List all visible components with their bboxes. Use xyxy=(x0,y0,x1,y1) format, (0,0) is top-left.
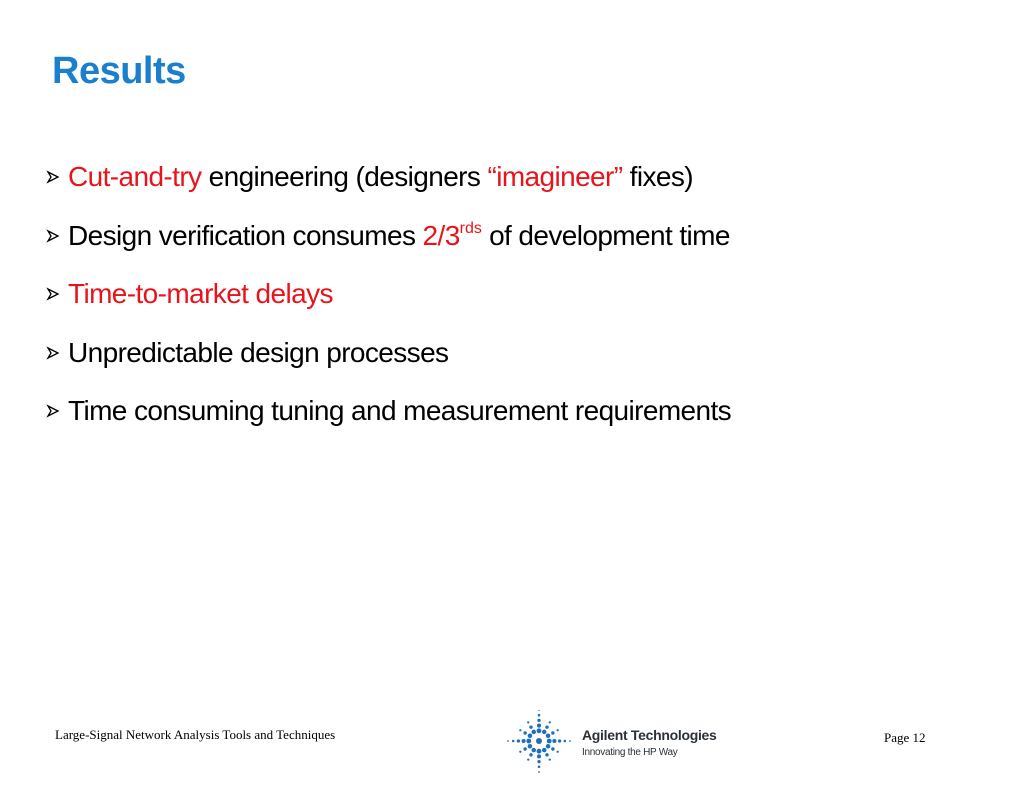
bullet-segment: Unpredictable design processes xyxy=(68,336,449,368)
bullet-segment: Cut-and-try xyxy=(68,161,202,193)
bullet-list xyxy=(46,148,731,441)
bullet-text xyxy=(68,278,333,310)
arrowhead-bullet-icon xyxy=(46,342,68,364)
bullet-item xyxy=(46,382,731,441)
footer-presentation-title: Large-Signal Network Analysis Tools and Techniques xyxy=(55,727,336,742)
arrowhead-bullet-icon xyxy=(46,283,68,305)
agilent-spark-logo-icon xyxy=(506,710,572,776)
bullet-segment: 2/3 xyxy=(422,219,460,251)
bullet-item xyxy=(46,324,731,383)
bullet-segment: Time consuming tuning and measurement requirements xyxy=(68,395,732,427)
bullet-text xyxy=(68,395,731,427)
bullet-item xyxy=(46,207,731,266)
arrowhead-bullet-icon xyxy=(46,400,68,422)
bullet-segment: engineering (designers xyxy=(201,161,488,193)
arrowhead-bullet-icon xyxy=(46,166,68,188)
slide-title: Results xyxy=(52,50,186,92)
bullet-segment: Time-to-market delays xyxy=(68,278,333,310)
bullet-item xyxy=(46,265,731,324)
arrowhead-bullet-icon xyxy=(46,225,68,247)
bullet-text xyxy=(68,337,448,369)
bullet-item xyxy=(46,148,731,207)
bullet-text xyxy=(68,220,730,252)
bullet-segment: Design verification consumes xyxy=(68,219,423,251)
agilent-logo xyxy=(506,710,746,776)
bullet-segment: of development time xyxy=(481,219,730,251)
logo-tagline: Innovating the HP Way xyxy=(582,747,678,758)
bullet-text xyxy=(68,161,693,193)
bullet-segment: fixes) xyxy=(622,161,693,193)
superscript-text: rds xyxy=(459,219,482,237)
logo-company-name: Agilent Technologies xyxy=(582,727,717,743)
page-number: Page 12 xyxy=(884,730,926,745)
bullet-segment: “imagineer” xyxy=(487,161,623,193)
